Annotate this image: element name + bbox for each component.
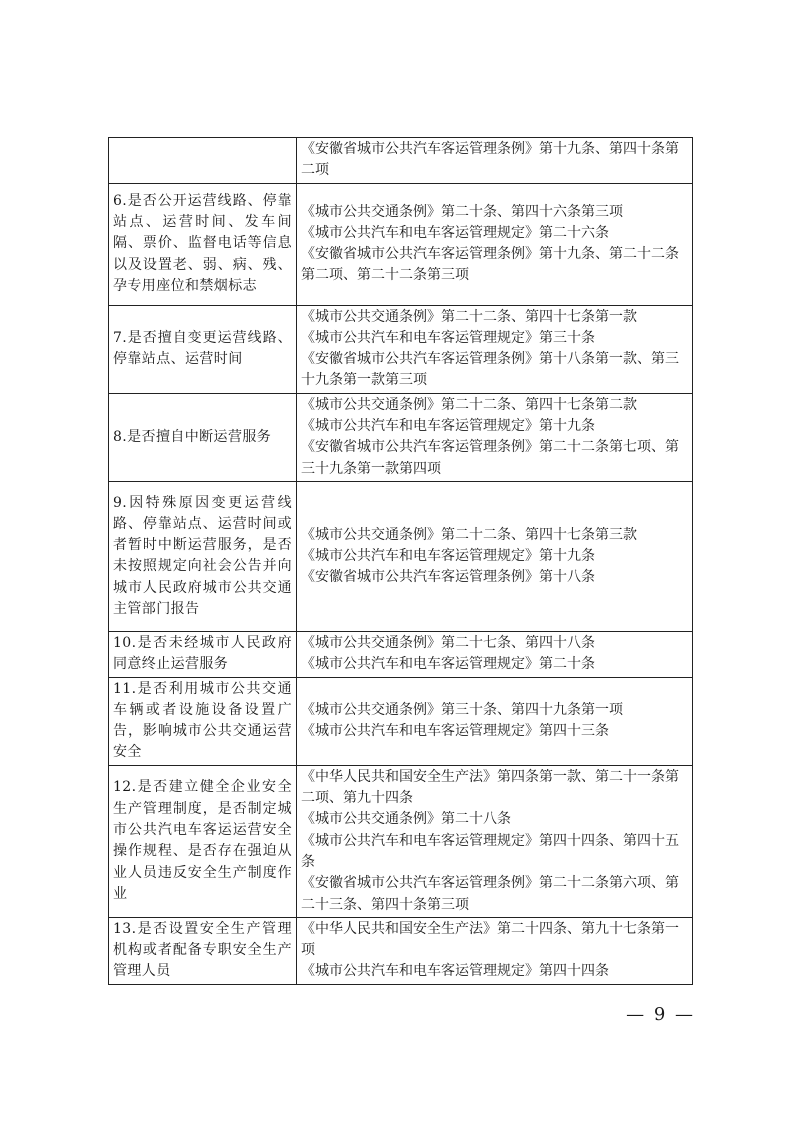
law-reference: 《城市公共交通条例》第二十七条、第四十八条 — [301, 634, 595, 651]
table-row — [109, 138, 693, 184]
inspection-item — [109, 138, 297, 184]
legal-basis — [297, 305, 693, 393]
legal-basis — [297, 138, 693, 184]
inspection-item: 9.因特殊原因变更运营线路、停靠站点、运营时间或者暂时中断运营服务，是否未按照规定向社会公告并向城市人民政府城市公共交通主管部门报告 — [109, 481, 297, 631]
law-reference: 《城市公共交通条例》第二十二条、第四十七条第二款 — [301, 396, 637, 413]
table-row — [109, 917, 693, 984]
law-reference: 《安徽省城市公共汽车客运管理条例》第十八条 — [301, 569, 595, 586]
inspection-item: 7.是否擅自变更运营线路、停靠站点、运营时间 — [109, 305, 297, 393]
law-reference: 《城市公共汽车和电车客运管理规定》第二十六条 — [301, 224, 609, 241]
law-reference: 《城市公共交通条例》第二十二条、第四十七条第一款 — [301, 308, 637, 325]
regulation-table — [108, 137, 693, 985]
law-reference: 《城市公共汽车和电车客运管理规定》第四十三条 — [301, 723, 609, 740]
inspection-item: 12.是否建立健全企业安全生产管理制度，是否制定城市公共汽电车客运运营安全操作规程、是否存在强迫从业人员违反安全生产制度作业 — [109, 765, 297, 917]
legal-basis — [297, 183, 693, 305]
legal-basis — [297, 481, 693, 631]
table-row — [109, 765, 693, 917]
table-row — [109, 677, 693, 765]
law-reference: 《城市公共交通条例》第二十八条 — [301, 811, 511, 828]
law-reference: 《安徽省城市公共汽车客运管理条例》第二十二条第七项、第三十九条第一款第四项 — [301, 439, 679, 477]
legal-basis — [297, 917, 693, 984]
law-reference: 《城市公共交通条例》第二十条、第四十六条第三项 — [301, 203, 623, 220]
legal-basis — [297, 677, 693, 765]
legal-basis — [297, 765, 693, 917]
law-reference: 《安徽省城市公共汽车客运管理条例》第十九条、第二十二条第二项、第二十二条第三项 — [301, 246, 679, 284]
page-number: — 9 — — [626, 1004, 695, 1025]
inspection-item: 13.是否设置安全生产管理机构或者配备专职安全生产管理人员 — [109, 917, 297, 984]
table-row — [109, 305, 693, 393]
table-row — [109, 631, 693, 677]
law-reference: 《城市公共汽车和电车客运管理规定》第二十条 — [301, 656, 595, 673]
law-reference: 《城市公共汽车和电车客运管理规定》第三十条 — [301, 329, 595, 346]
table-row — [109, 481, 693, 631]
inspection-item: 10.是否未经城市人民政府同意终止运营服务 — [109, 631, 297, 677]
inspection-item: 6.是否公开运营线路、停靠站点、运营时间、发车间隔、票价、监督电话等信息以及设置老、弱、病、残、孕专用座位和禁烟标志 — [109, 183, 297, 305]
law-reference: 《安徽省城市公共汽车客运管理条例》第十九条、第四十条第二项 — [301, 141, 679, 179]
law-reference: 《城市公共汽车和电车客运管理规定》第十九条 — [301, 547, 595, 564]
table-row — [109, 183, 693, 305]
table-body — [109, 138, 693, 985]
law-reference: 《城市公共汽车和电车客运管理规定》第四十四条、第四十五条 — [301, 832, 679, 870]
inspection-item: 11.是否利用城市公共交通车辆或者设施设备设置广告，影响城市公共交通运营安全 — [109, 677, 297, 765]
law-reference: 《中华人民共和国安全生产法》第四条第一款、第二十一条第二项、第九十四条 — [301, 768, 679, 807]
legal-basis — [297, 393, 693, 481]
inspection-item: 8.是否擅自中断运营服务 — [109, 393, 297, 481]
law-reference: 《城市公共交通条例》第三十条、第四十九条第一项 — [301, 701, 623, 718]
law-reference: 《中华人民共和国安全生产法》第二十四条、第九十七条第一项 — [301, 920, 679, 959]
law-reference: 《城市公共汽车和电车客运管理规定》第四十四条 — [301, 963, 609, 980]
law-reference: 《安徽省城市公共汽车客运管理条例》第十八条第一款、第三十九条第一款第三项 — [301, 351, 679, 389]
table-row — [109, 393, 693, 481]
legal-basis — [297, 631, 693, 677]
law-reference: 《安徽省城市公共汽车客运管理条例》第二十二条第六项、第二十三条、第四十条第三项 — [301, 875, 679, 913]
law-reference: 《城市公共交通条例》第二十二条、第四十七条第三款 — [301, 526, 637, 543]
law-reference: 《城市公共汽车和电车客运管理规定》第十九条 — [301, 418, 595, 435]
